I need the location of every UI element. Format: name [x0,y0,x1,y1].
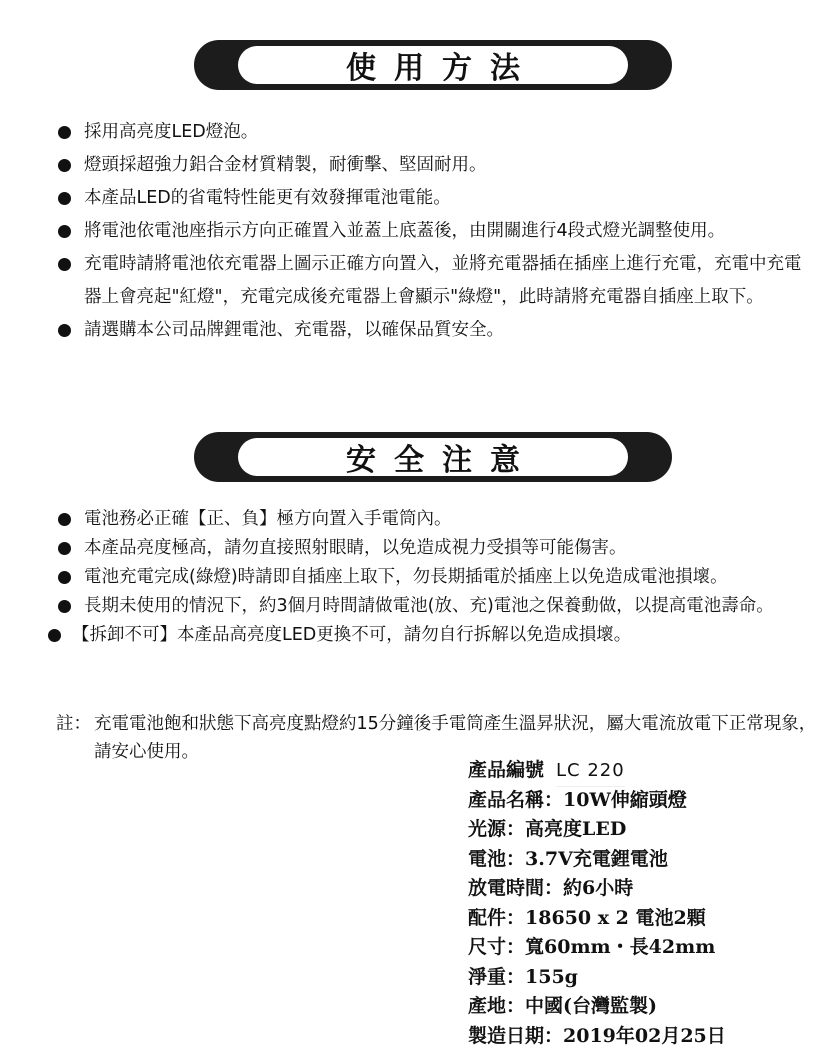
safety-list [56,506,816,649]
spec-label: 產品名稱： [468,789,563,811]
safety-item [56,593,816,620]
spec-label: 電池： [468,848,525,870]
safety-item-text: 電池務必正確【正、負】極方向置入手電筒內。 [84,509,452,529]
bullet-icon [58,159,71,172]
spec-value: 高亮度LED [525,818,626,840]
spec-row-light-source [468,815,788,845]
bullet-icon [48,629,61,642]
safety-item-text: 長期未使用的情況下，約3個月時間請做電池(放、充)電池之保養動做，以提高電池壽命。 [84,596,774,616]
usage-title: 使用方法 [328,43,538,87]
bullet-icon [58,513,71,526]
safety-item [56,564,816,591]
spec-row-size [468,933,788,963]
spec-value: 18650 x 2 電池2顆 [525,907,706,929]
safety-banner [194,432,672,482]
spec-row-weight [468,963,788,993]
spec-label: 產品編號 [468,759,544,781]
spec-label: 產地： [468,995,525,1017]
spec-label: 放電時間： [468,877,563,899]
bullet-icon [58,192,71,205]
usage-item [56,149,816,182]
spec-row-discharge-time [468,874,788,904]
usage-item [56,248,816,314]
spec-row-battery [468,845,788,875]
spec-value: 中國(台灣監製) [525,995,657,1017]
safety-item-text: 【拆卸不可】本產品高亮度LED更換不可，請勿自行拆解以免造成損壞。 [72,625,631,645]
safety-banner-inner [238,438,628,476]
safety-item-text: 電池充電完成(綠燈)時請即自插座上取下，勿長期插電於插座上以免造成電池損壞。 [84,567,728,587]
spec-value: 155g [525,966,578,988]
note-text: 充電電池飽和狀態下高亮度點燈約15分鐘後手電筒產生溫昇狀況，屬大電流放電下正常現象，請安心使用。 [94,710,826,766]
spec-value: 約6小時 [563,877,633,899]
note-label: 註： [56,710,91,738]
usage-item-text: 請選購本公司品牌鋰電池、充電器，以確保品質安全。 [84,320,504,340]
usage-list [56,116,816,347]
usage-item [56,215,816,248]
bullet-icon [58,324,71,337]
spec-value: LC 220 [556,756,625,787]
spec-row-model [468,756,788,786]
spec-value: 3.7V充電鋰電池 [525,848,668,870]
spec-row-name [468,786,788,816]
usage-banner [194,40,672,90]
spec-label: 淨重： [468,966,525,988]
safety-item [56,506,816,533]
usage-item-text: 燈頭採超強力鋁合金材質精製，耐衝擊、堅固耐用。 [84,155,487,175]
usage-item-text: 充電時請將電池依充電器上圖示正確方向置入，並將充電器插在插座上進行充電，充電中充電器上會亮起"紅燈"，充電完成後充電器上會顯示"綠燈"，此時請將充電器自插座上取下。 [84,254,802,307]
usage-banner-inner [238,46,628,84]
spec-value: 寬60mm・長42mm [525,936,715,958]
bullet-icon [58,225,71,238]
safety-item-text: 本產品亮度極高，請勿直接照射眼睛，以免造成視力受損等可能傷害。 [84,538,627,558]
usage-item [56,314,816,347]
spec-table [468,756,788,1051]
bullet-icon [58,258,71,271]
safety-item [56,622,816,649]
spec-label: 配件： [468,907,525,929]
usage-item-text: 本產品LED的省電特性能更有效發揮電池電能。 [84,188,451,208]
bullet-icon [58,542,71,555]
spec-row-accessories [468,904,788,934]
spec-label: 光源： [468,818,525,840]
safety-item [56,535,816,562]
spec-value: 10W伸縮頭燈 [563,789,687,811]
usage-item-text: 將電池依電池座指示方向正確置入並蓋上底蓋後，由開關進行4段式燈光調整使用。 [84,221,725,241]
spec-row-origin [468,992,788,1022]
usage-item [56,116,816,149]
usage-item [56,182,816,215]
spec-label: 製造日期： [468,1025,563,1047]
bullet-icon [58,126,71,139]
spec-value: 2019年02月25日 [563,1025,726,1047]
usage-item-text: 採用高亮度LED燈泡。 [84,122,258,142]
safety-title: 安全注意 [328,435,538,479]
spec-label: 尺寸： [468,936,525,958]
bullet-icon [58,600,71,613]
bullet-icon [58,571,71,584]
